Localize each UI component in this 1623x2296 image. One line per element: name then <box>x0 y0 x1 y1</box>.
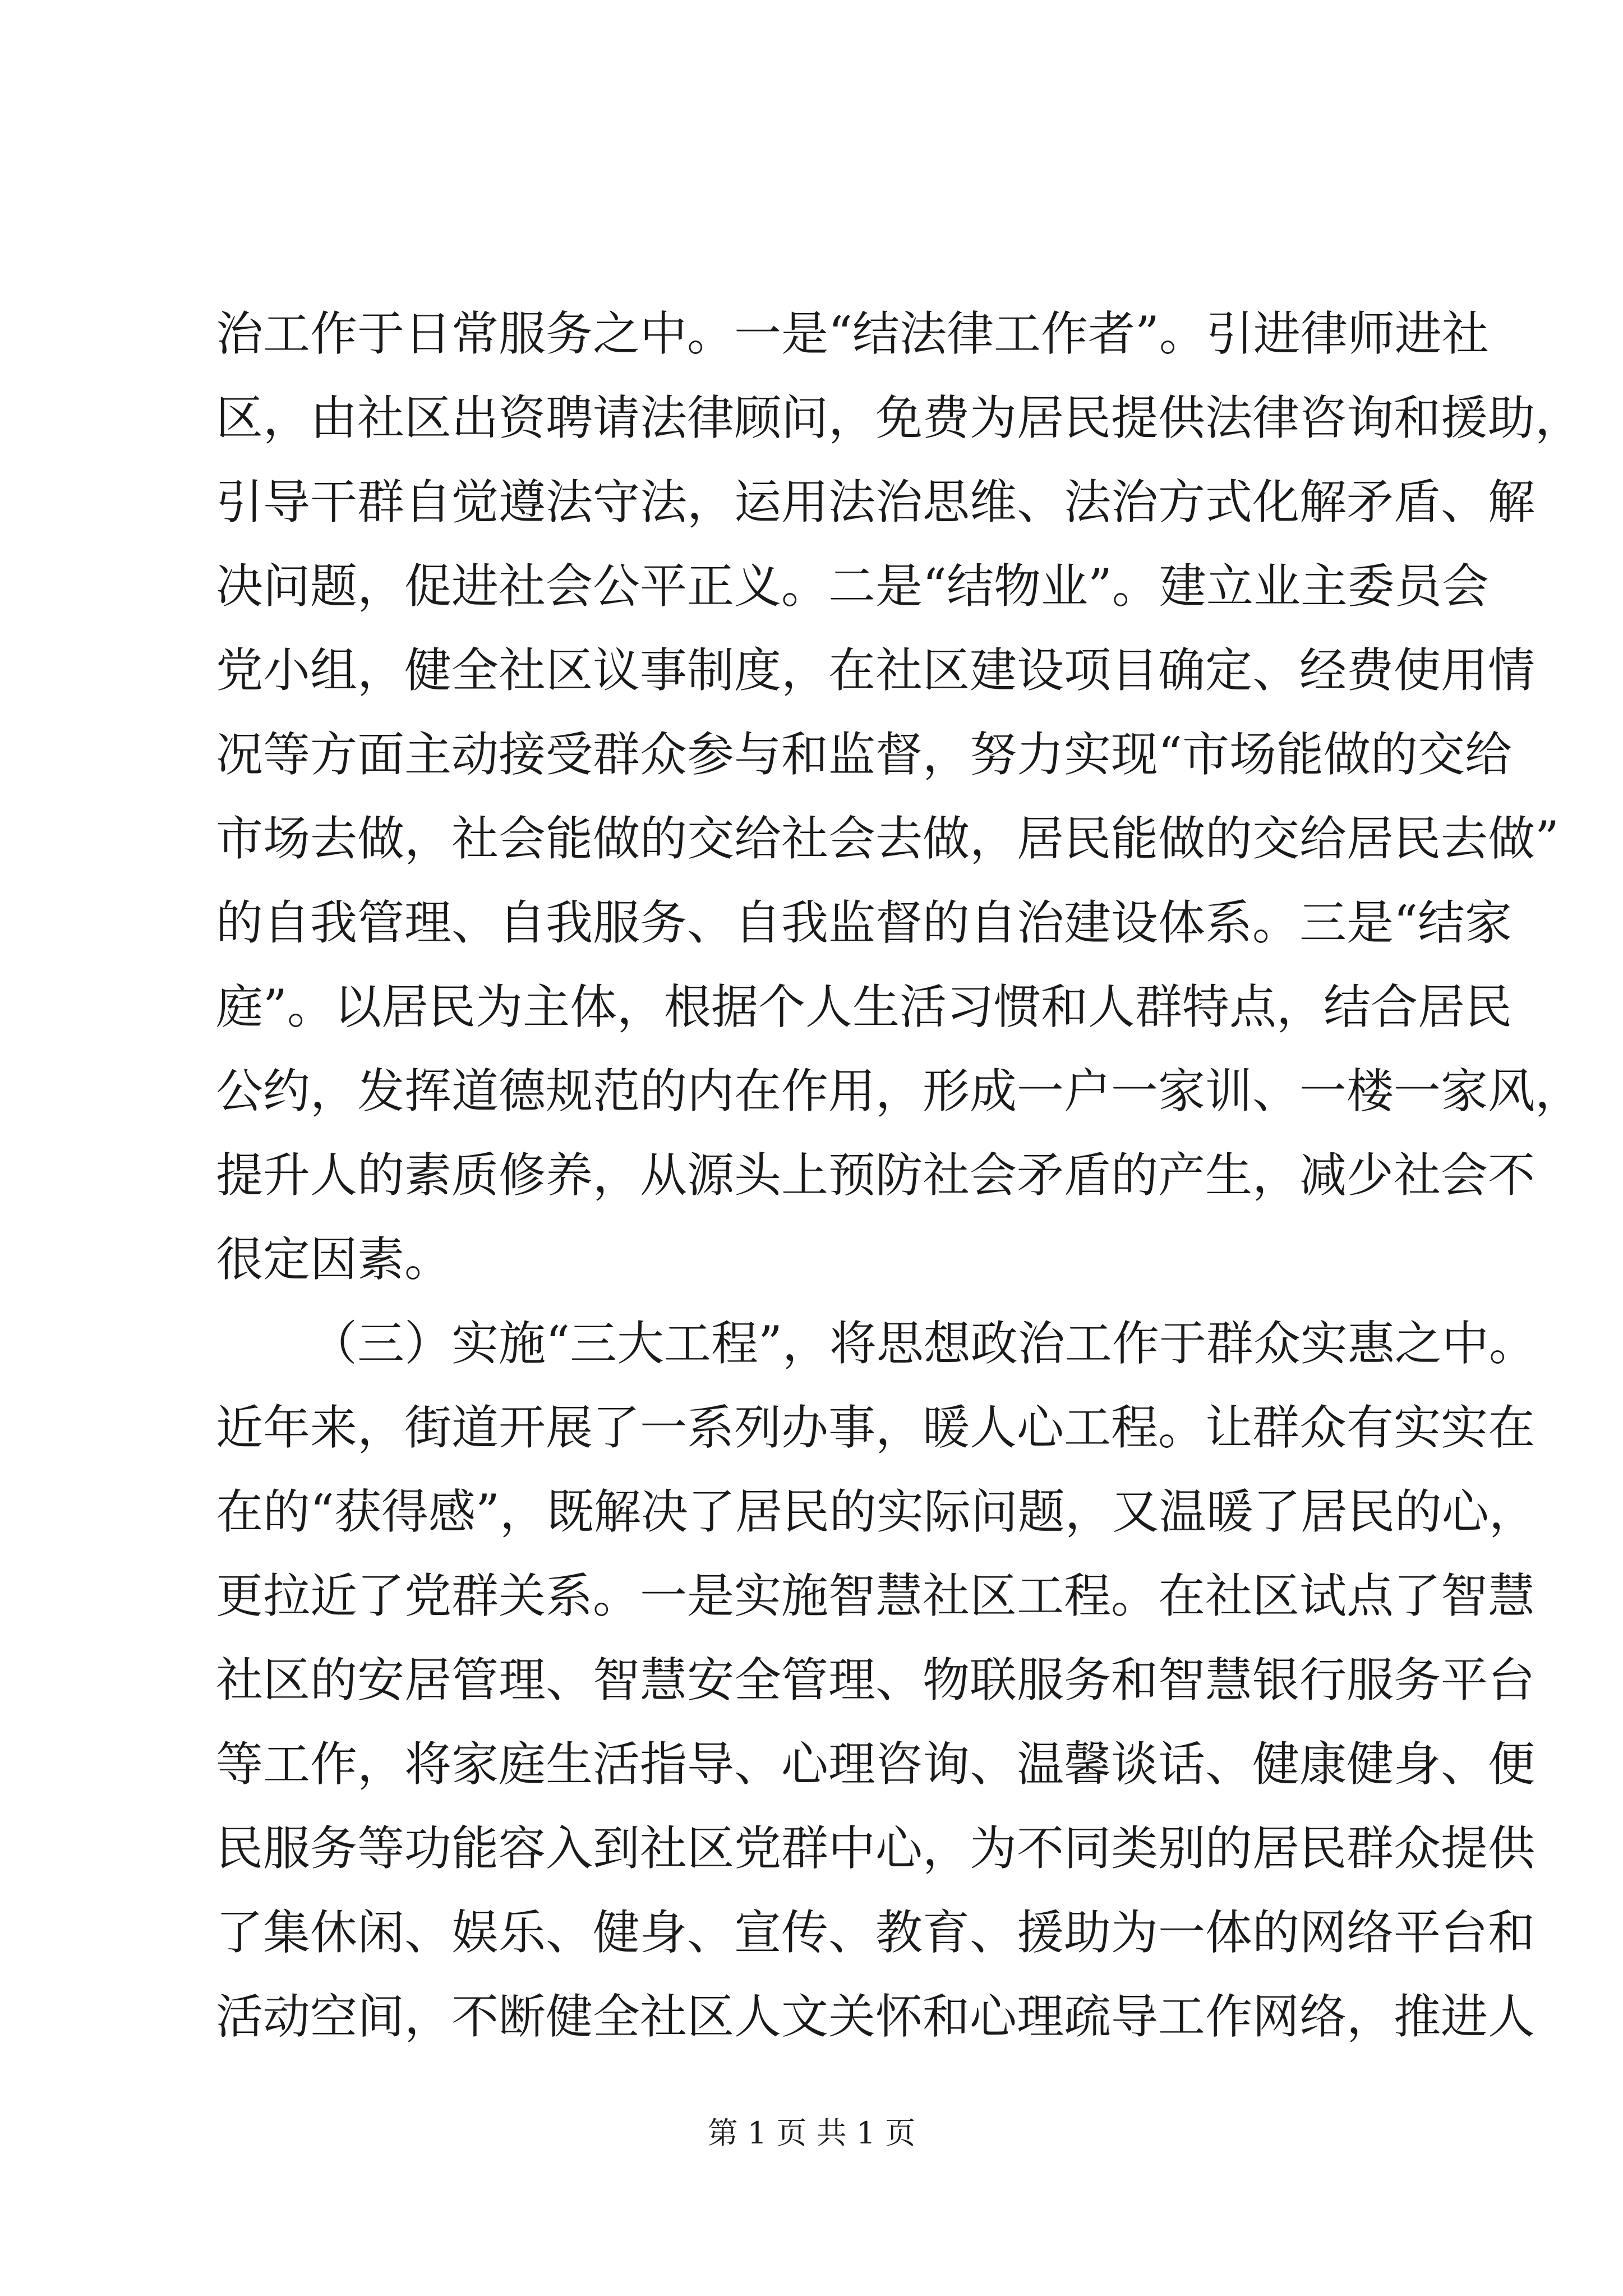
page-number: 第 1 页 共 1 页 <box>707 2115 916 2151</box>
text-line: 决问题，促进社会公平正义。二是“结物业”。建立业主委员会 <box>216 559 1489 614</box>
text-line: 况等方面主动接受群众参与和监督，努力实现“市场能做的交给 <box>216 727 1512 782</box>
text-line: 民服务等功能容入到社区党群中心，为不同类别的居民群众提供 <box>216 1821 1536 1876</box>
text-line: 党小组，健全社区议事制度，在社区建设项目确定、经费使用情 <box>216 643 1536 698</box>
text-line: 市场去做，社会能做的交给社会去做，居民能做的交给居民去做” <box>216 811 1559 866</box>
text-line: 引导干群自觉遵法守法，运用法治思维、法治方式化解矛盾、解 <box>216 475 1536 530</box>
text-line: 了集休闲、娱乐、健身、宣传、教育、援助为一体的网络平台和 <box>216 1905 1536 1960</box>
text-line: 区，由社区出资聘请法律顾问，免费为居民提供法律咨询和援助， <box>216 390 1583 445</box>
text-line: 在的“获得感”，既解决了居民的实际问题，又温暖了居民的心， <box>216 1484 1536 1539</box>
text-line: 治工作于日常服务之中。一是“结法律工作者”。引进律师进社 <box>216 306 1489 361</box>
section-heading-line: （三）实施“三大工程”，将思想政治工作于群众实惠之中。 <box>310 1316 1536 1371</box>
text-line: 更拉近了党群关系。一是实施智慧社区工程。在社区试点了智慧 <box>216 1568 1536 1623</box>
text-line: 近年来，街道开展了一系列办事，暖人心工程。让群众有实实在 <box>216 1400 1536 1455</box>
text-line: 很定因素。 <box>216 1232 452 1287</box>
paragraph-2 <box>216 1301 1536 2059</box>
text-line: 庭”。以居民为主体，根据个人生活习惯和人群特点，结合居民 <box>216 979 1512 1034</box>
text-line: 社区的安居管理、智慧安全管理、物联服务和智慧银行服务平台 <box>216 1653 1536 1708</box>
text-line: 等工作，将家庭生活指导、心理咨询、温馨谈话、健康健身、便 <box>216 1737 1536 1792</box>
text-line: 活动空间，不断健全社区人文关怀和心理疏导工作网络，推进人 <box>216 1989 1536 2044</box>
text-line: 公约，发挥道德规范的内在作用，形成一户一家训、一楼一家风， <box>216 1064 1583 1119</box>
paragraph-1 <box>216 292 1583 1301</box>
page-footer <box>0 2114 1623 2153</box>
text-line: 的自我管理、自我服务、自我监督的自治建设体系。三是“结家 <box>216 895 1512 950</box>
document-body <box>216 292 1583 2059</box>
text-line: 提升人的素质修养，从源头上预防社会矛盾的产生，减少社会不 <box>216 1148 1536 1203</box>
